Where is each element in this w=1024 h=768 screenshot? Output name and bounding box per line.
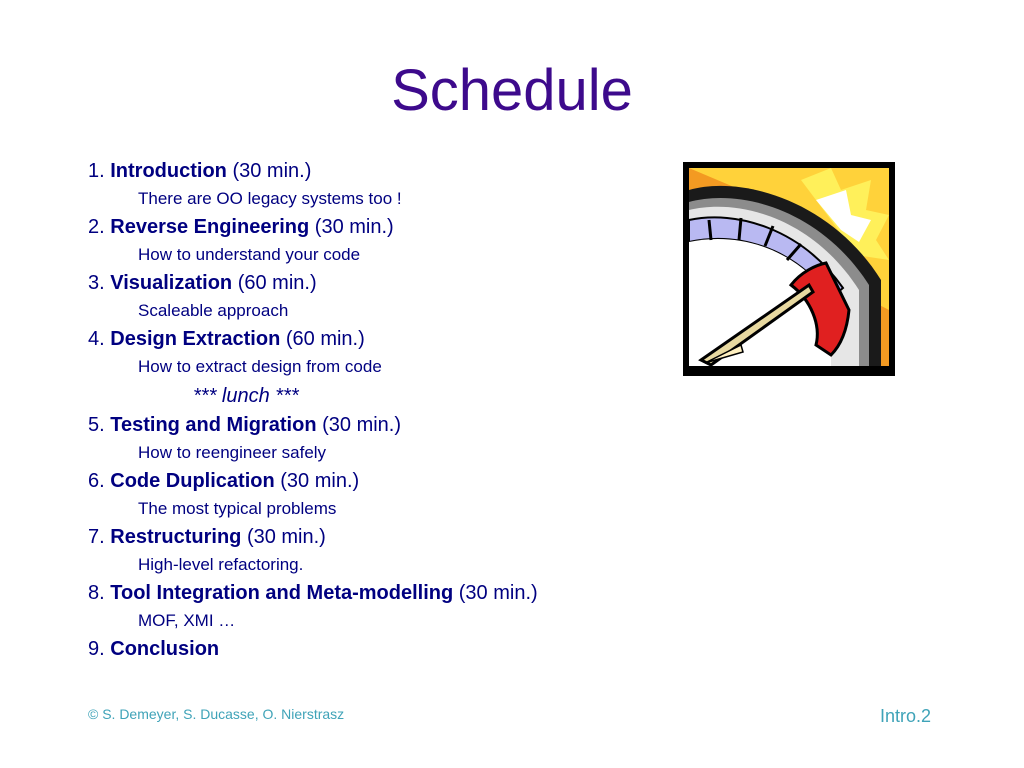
schedule-desc-tool-integration: MOF, XMI … [138, 611, 236, 630]
schedule-desc-code-duplication: The most typical problems [138, 499, 337, 518]
schedule-desc-design-extraction: How to extract design from code [138, 357, 382, 376]
schedule-desc-introduction: There are OO legacy systems too ! [138, 189, 402, 208]
schedule-item-visualization: 3. Visualization (60 min.) [88, 272, 317, 294]
page-number: Intro.2 [880, 706, 932, 726]
schedule-list [88, 157, 648, 663]
schedule-desc-restructuring: High-level refactoring. [138, 555, 304, 574]
copyright-footer: © S. Demeyer, S. Ducasse, O. Nierstrasz [88, 706, 345, 722]
schedule-desc-testing-migration: How to reengineer safely [138, 443, 327, 462]
schedule-item-design-extraction: 4. Design Extraction (60 min.) [88, 328, 365, 350]
schedule-desc-visualization: Scaleable approach [138, 301, 289, 320]
schedule-item-reverse-engineering: 2. Reverse Engineering (30 min.) [88, 216, 394, 238]
schedule-item-tool-integration: 8. Tool Integration and Meta-modelling (30 min.) [88, 582, 538, 604]
speedometer-gauge-icon [681, 160, 897, 378]
schedule-desc-reverse-engineering: How to understand your code [138, 245, 361, 264]
schedule-item-introduction: 1. Introduction (30 min.) [88, 160, 312, 182]
slide-title: Schedule [391, 58, 633, 123]
schedule-item-code-duplication: 6. Code Duplication (30 min.) [88, 470, 360, 492]
schedule-item-testing-migration: 5. Testing and Migration (30 min.) [88, 414, 402, 436]
schedule-item-restructuring: 7. Restructuring (30 min.) [88, 526, 326, 548]
schedule-item-conclusion: 9. Conclusion [88, 638, 220, 660]
lunch-break: *** lunch *** [193, 385, 299, 407]
